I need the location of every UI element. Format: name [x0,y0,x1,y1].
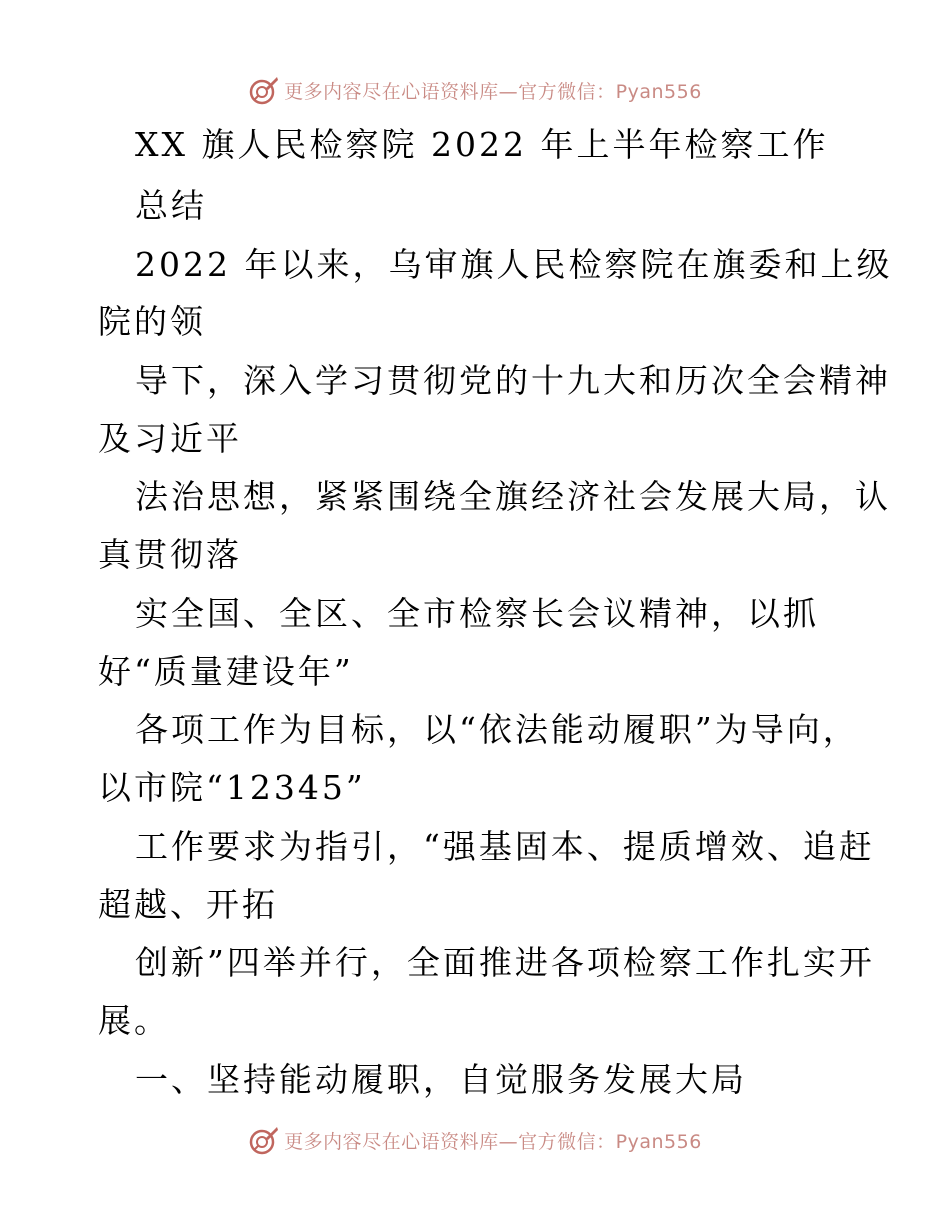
watermark-text: 更多内容尽在心语资料库—官方微信：Pyan556 [284,1130,702,1153]
quill-seal-icon [248,1124,280,1156]
paragraph-line: 真贯彻落 [98,535,242,574]
paragraph-line: 实全国、全区、全市检察长会议精神，以抓 [135,594,819,633]
paragraph-line: 创新”四举并行，全面推进各项检察工作扎实开 [135,943,875,982]
footer-watermark [0,1120,950,1160]
title-line-1: XX 旗人民检察院 2022 年上半年检察工作 [135,125,829,164]
paragraph-line: 以市院“12345” [98,768,366,807]
paragraph-line: 超越、开拓 [98,885,278,924]
paragraph-line: 工作要求为指引，“强基固本、提质增效、追赶 [135,827,875,866]
paragraph-line: 院的领 [98,302,206,341]
title-line-2: 总结 [135,186,207,225]
watermark-text: 更多内容尽在心语资料库—官方微信：Pyan556 [284,80,702,103]
paragraph-line: 2022 年以来，乌审旗人民检察院在旗委和上级 [135,245,893,284]
section-heading: 一、坚持能动履职，自觉服务发展大局 [135,1060,747,1099]
paragraph-line: 展。 [98,1001,170,1040]
paragraph-line: 法治思想，紧紧围绕全旗经济社会发展大局，认 [135,477,891,516]
paragraph-line: 导下，深入学习贯彻党的十九大和历次全会精神 [135,361,891,400]
paragraph-line: 好“质量建设年” [98,652,354,691]
paragraph-line: 及习近平 [98,419,242,458]
paragraph-line: 各项工作为目标，以“依法能动履职”为导向， [135,710,859,749]
